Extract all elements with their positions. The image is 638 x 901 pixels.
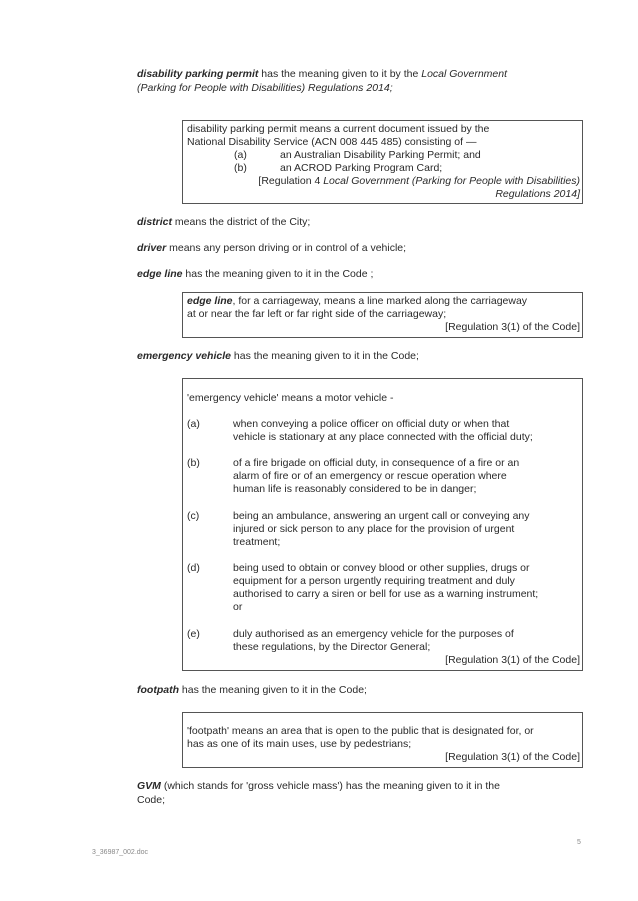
item-label: (a)	[234, 149, 247, 161]
item-text: an ACROD Parking Program Card;	[280, 162, 443, 174]
item-text: human life is reasonably considered to be in danger;	[233, 483, 477, 495]
item-label: (a)	[187, 418, 200, 430]
item-text: an Australian Disability Parking Permit; and	[280, 149, 481, 161]
item-text: equipment for a person urgently requiring treatment and duly	[233, 575, 515, 587]
term: driver	[137, 242, 167, 254]
definition-text: means the district of the City;	[172, 216, 311, 228]
item-text: alarm of fire or of an emergency or rescue operation where	[233, 470, 507, 482]
definition-text: has the meaning given to it by the	[258, 68, 422, 80]
item-text: duly authorised as an emergency vehicle for the purposes of	[233, 628, 514, 640]
definition-edge-line	[137, 268, 373, 281]
regulation-reference: [Regulation 3(1) of the Code]	[445, 654, 580, 666]
quote-line: disability parking permit means a current document issued by the	[187, 123, 490, 135]
quote-text: , for a carriageway, means a line marked along the carriageway	[232, 295, 528, 307]
definition-text: Code;	[137, 794, 166, 806]
item-label: (e)	[187, 628, 200, 640]
item-text: injured or sick person to any place for the provision of urgent	[233, 523, 515, 535]
definition-district	[137, 216, 310, 229]
item-text: authorised to carry a siren or bell for use as a warning instrument;	[233, 588, 539, 600]
item-text: being used to obtain or convey blood or other supplies, drugs or	[233, 562, 530, 574]
definition-text: has the meaning given to it in the Code;	[179, 684, 367, 696]
definition-text: (which stands for 'gross vehicle mass') has the meaning given to it in the	[160, 780, 500, 792]
reference-title: Local Government (Parking for People with Disabilities)	[323, 175, 580, 187]
regulation-reference: [Regulation 3(1) of the Code]	[445, 751, 580, 763]
reference-prefix: [Regulation 4	[258, 175, 324, 187]
item-text: these regulations, by the Director General;	[233, 641, 431, 653]
definition-text: means any person driving or in control of a vehicle;	[166, 242, 407, 254]
file-name: 3_36987_002.doc	[92, 849, 149, 856]
quote-line: National Disability Service (ACN 008 445 485) consisting of —	[187, 136, 477, 148]
quote-line: at or near the far left or far right side of the carriageway;	[187, 308, 447, 320]
item-label: (c)	[187, 510, 200, 522]
item-label: (b)	[234, 162, 247, 174]
quote-line: 'footpath' means an area that is open to the public that is designated for, or	[187, 725, 534, 737]
quote-line: has as one of its main uses, use by pedestrians;	[187, 738, 412, 750]
item-label: (d)	[187, 562, 200, 574]
definition-disability-parking-permit	[137, 68, 507, 81]
item-text: or	[233, 601, 243, 613]
definition-emergency-vehicle	[137, 350, 419, 363]
quote-intro: 'emergency vehicle' means a motor vehicle -	[187, 392, 394, 404]
term: disability parking permit	[137, 68, 259, 80]
regulation-reference	[258, 175, 580, 188]
term: emergency vehicle	[137, 350, 231, 362]
definition-text: has the meaning given to it in the Code;	[230, 350, 419, 362]
regulation-reference: [Regulation 3(1) of the Code]	[445, 321, 580, 333]
regulation-reference: Regulations 2014]	[495, 188, 580, 200]
item-text: being an ambulance, answering an urgent call or conveying any	[233, 510, 530, 522]
definition-footpath	[137, 684, 367, 697]
term: footpath	[137, 684, 179, 696]
definition-text: has the meaning given to it in the Code ;	[182, 268, 374, 280]
item-label: (b)	[187, 457, 200, 469]
quote-line	[187, 295, 527, 308]
definition-text: (Parking for People with Disabilities) Regulations 2014;	[137, 82, 393, 94]
definition-driver	[137, 242, 406, 255]
item-text: when conveying a police officer on official duty or when that	[233, 418, 510, 430]
term: edge line	[187, 295, 233, 307]
term: district	[137, 216, 173, 228]
item-text: treatment;	[233, 536, 281, 548]
reference-text: Local Government	[421, 68, 508, 80]
page-number: 5	[577, 839, 581, 846]
item-text: of a fire brigade on official duty, in consequence of a fire or an	[233, 457, 520, 469]
term: GVM	[137, 780, 161, 792]
definition-gvm	[137, 780, 500, 793]
item-text: vehicle is stationary at any place connected with the official duty;	[233, 431, 533, 443]
term: edge line	[137, 268, 183, 280]
